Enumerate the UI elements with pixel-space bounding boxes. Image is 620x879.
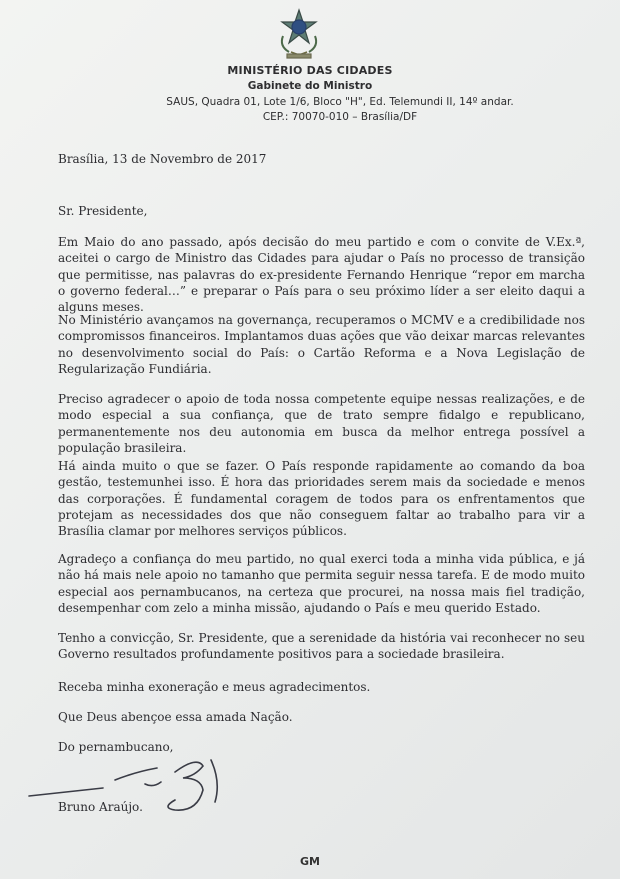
paragraph-2: No Ministério avançamos na governança, recuperamos o MCMV e a credibilidade nos compromissos financeiros. Implantamos duas ações que vão deixar marcas relevantes no desenvolvimento social do País: o Cartão Reforma e a Nova Legislação de Regularização Fundiária. [58,313,585,376]
office-cep: CEP.: 70070-010 – Brasília/DF [262,111,418,123]
paragraph-3: Preciso agradecer o apoio de toda nossa competente equipe nessas realizações, e de modo especial a sua confiança, que de trato sempre fidalgo e republicano, permanentemente nos deu autonomia em busca da melhor entrega possível a população brasileira. [58,392,585,455]
closing-thanks: Receba minha exoneração e meus agradecimentos. [58,680,371,694]
brazil-coat-of-arms-icon [277,8,321,60]
paragraph-4: Há ainda muito o que se fazer. O País responde rapidamente ao comando da boa gestão, testemunhei isso. É hora das prioridades serem mais da sociedade e menos das corporações. É fundamental coragem de todos para os enfrentamentos que protejam as necessidades dos que não conseguem faltar ao trabalho para vir a Brasília clamar por melhores serviços públicos. [58,459,585,539]
office-name: Gabinete do Ministro [247,80,373,92]
signer-name: Bruno Araújo. [58,800,143,814]
paragraph-5: Agradeço a confiança do meu partido, no qual exerci toda a minha vida pública, e já não há mais nele apoio no tamanho que permita seguir nessa tarefa. E de modo muito especial aos pernambucanos, na certeza que procurei, na nossa mais fiel tradição, desempenhar com zelo a minha missão, ajudando o País e meu querido Estado. [58,552,585,615]
paragraph-1: Em Maio do ano passado, após decisão do meu partido e com o convite de V.Ex.ª, aceitei o cargo de Ministro das Cidades para ajudar o País no processo de transição que permitisse, nas palavras do ex-presidente Fernando Henrique “repor em marcha o governo federal…” e preparar o País para o seu próximo líder a ser eleito daqui a alguns meses. [58,235,585,315]
footer-mark: GM [300,855,320,868]
salutation: Sr. Presidente, [58,204,148,218]
closing-blessing: Que Deus abençoe essa amada Nação. [58,710,293,724]
paragraph-6: Tenho a convicção, Sr. Presidente, que a serenidade da história vai reconhecer no seu Governo resultados profundamente positivos para a sociedade brasileira. [58,631,585,662]
date-line: Brasília, 13 de Novembro de 2017 [58,152,267,166]
ministry-title: MINISTÉRIO DAS CIDADES [227,64,393,77]
office-address: SAUS, Quadra 01, Lote 1/6, Bloco "H", Ed. Telemundi II, 14º andar. [166,96,514,108]
closing-from: Do pernambucano, [58,740,174,754]
